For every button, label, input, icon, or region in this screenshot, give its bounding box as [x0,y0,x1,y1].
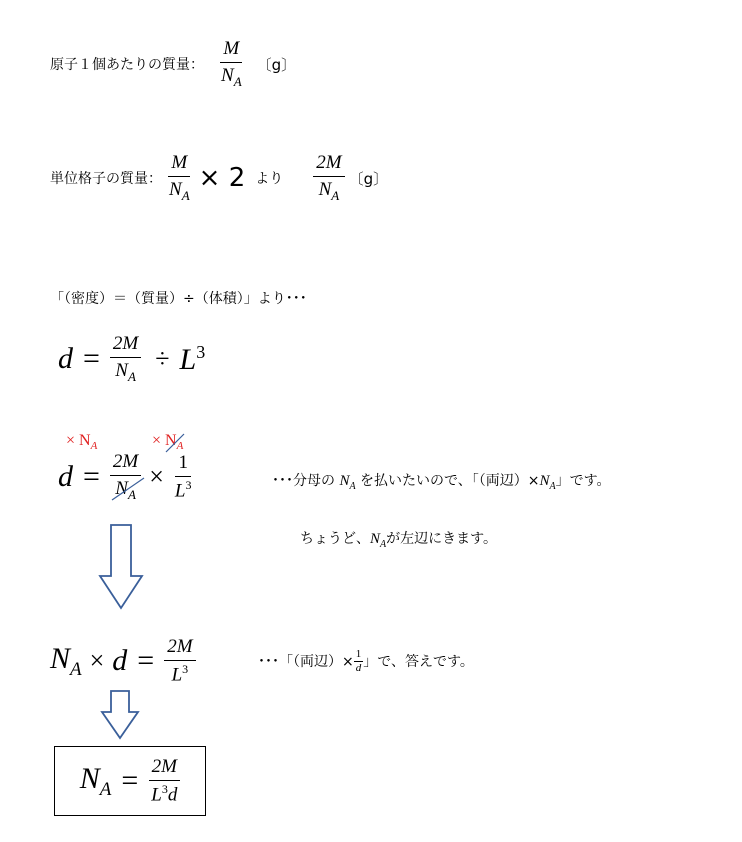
unit-cell-mass-label: 単位格子の質量： [50,171,162,187]
equation-density [58,328,205,390]
var-d: d [58,342,73,375]
red-annotation-left: × $N_A$ [66,432,98,453]
red-annotation-right: × $N_A$ [152,432,184,453]
var-d: d [58,460,73,493]
fraction-numerator: M [220,38,242,63]
note-answer: ･･･「（両辺）× $\frac{1}{d}$ 」で、答えです。 [258,648,474,674]
equation-multiply [58,446,195,508]
fraction-numerator: 2M [149,756,180,781]
fraction-denominator: $L^3$ [174,477,192,502]
times-sign: × [89,646,105,675]
var-NA: $N_A$ [79,761,112,800]
equals-sign: = [121,764,139,797]
result-fraction [313,152,344,204]
fraction-denominator: $L^3d$ [151,781,178,806]
unit-grams: 〔g〕 [348,169,389,188]
note-cancel-denominator: ･･･分母の $N_A$ を払いたいので、「（両辺）$\times N_A$」です。 [272,473,611,492]
fraction-numerator: 2M [110,451,141,476]
fraction-denominator: $N_A$ [169,179,190,203]
equation-na-times-d [50,630,196,692]
fraction-denominator: $N_A$ [221,65,242,89]
divide-sign: ÷ [155,344,170,373]
line-unit-cell-mass [50,150,388,206]
answer-fraction [148,756,180,806]
atom-mass-label: 原子１個あたりの質量： [50,57,204,73]
density-formula-text: 「（密度）＝（質量）÷（体積）」より･･･ [50,291,307,307]
atom-mass-fraction [218,38,245,90]
equals-sign: = [83,342,100,375]
yori-text: より [255,171,284,187]
down-arrow-icon [98,524,144,610]
var-NA: $N_A$ [50,641,82,680]
strike-line [112,476,144,500]
line-atom-mass [50,36,296,92]
mass-fraction [110,333,141,385]
inverse-volume-fraction [172,452,195,502]
fraction-numerator: M [168,152,190,177]
answer-box [54,746,206,816]
one-over-d: $\frac{1}{d}$ [355,648,362,674]
volume-L: $L^3$ [179,341,206,376]
unit-cell-fraction [166,152,193,204]
fraction-denominator: $L^3$ [171,661,189,686]
fraction-numerator: 2M [313,152,344,177]
mass-per-volume-fraction [164,636,195,686]
times-two: × 2 [198,163,246,193]
note-left-side: ちょうど、$N_A$が左辺にきます。 [300,531,498,550]
fraction-denominator-cancelled: $N_A$ [112,476,139,503]
times-sign: × [149,462,164,491]
equals-sign: = [83,460,100,493]
mass-fraction [110,451,141,503]
fraction-numerator: 2M [110,333,141,358]
fraction-numerator: 2M [164,636,195,661]
var-d: d [112,644,128,677]
down-arrow-icon [100,690,140,740]
fraction-denominator: $N_A$ [318,179,340,203]
unit-grams: 〔g〕 [256,55,297,74]
equals-sign: = [137,644,155,677]
fraction-denominator: $N_A$ [115,360,136,384]
fraction-numerator: 1 [175,452,191,477]
